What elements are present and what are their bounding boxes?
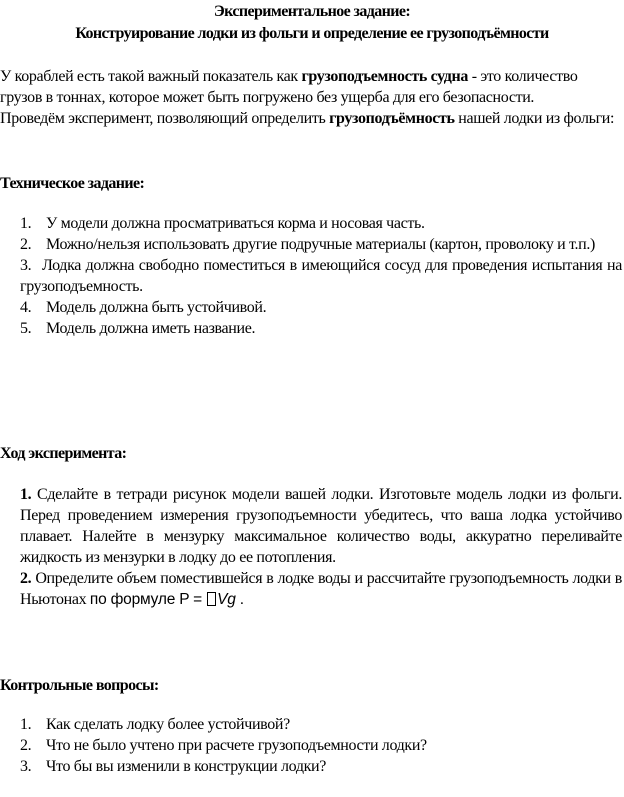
experiment-steps [20, 484, 622, 610]
density-symbol-icon [207, 592, 216, 606]
list-item [20, 756, 622, 777]
list-item-text: Что бы вы изменили в конструкции лодки? [46, 758, 326, 775]
list-item-text: Модель должна иметь название. [46, 320, 256, 337]
experiment-step-2 [20, 568, 622, 610]
list-item-number: 1. [20, 716, 32, 733]
intro-paragraph-1 [0, 66, 616, 108]
list-item [20, 318, 622, 339]
list-item-text: Модель должна быть устойчивой. [46, 299, 267, 316]
list-item-number: 3. [20, 257, 32, 274]
list-item [20, 255, 622, 297]
formula-volume: V [217, 591, 228, 608]
tech-list [20, 213, 622, 339]
formula [90, 591, 244, 608]
experiment-step-1 [20, 484, 622, 568]
list-item [20, 714, 622, 735]
title-line-2: Конструирование лодки из фольги и определение ее грузоподъёмности [75, 25, 549, 42]
formula-suffix: . [235, 591, 244, 608]
list-item [20, 234, 622, 255]
intro-p2-b: нашей лодки из фольги: [454, 110, 615, 127]
list-item-number: 2. [20, 737, 32, 754]
tech-heading: Техническое задание: [0, 175, 145, 192]
list-item [20, 213, 622, 234]
questions-list [20, 714, 622, 777]
intro-p2-bold: грузоподъёмность [329, 110, 455, 127]
intro-p1-bold: грузоподъемность судна [301, 68, 469, 85]
step-text: Сделайте в тетради рисунок модели вашей лодки. Изготовьте модель лодки из фольги. Перед проведением измерения грузоподъемности убедитесь, что ваша лодка устойчиво плавает. Налейте в мензурку максимальное количество воды, аккуратно переливайте жидкость из мензурки в лодку до ее потопления. [20, 486, 622, 566]
list-item-number: 4. [20, 299, 32, 316]
formula-gravity: g [227, 591, 236, 608]
list-item-text: Как сделать лодку более устойчивой? [46, 716, 290, 733]
intro-p2-a: Проведём эксперимент, позволяющий определить [0, 110, 330, 127]
list-item-text: У модели должна просматриваться корма и носовая часть. [46, 215, 425, 232]
list-item-number: 2. [20, 236, 32, 253]
intro-paragraph-2 [0, 108, 616, 129]
intro-text [0, 66, 616, 129]
intro-p1-a: У кораблей есть такой важный показатель как [0, 68, 302, 85]
list-item-text: Можно/нельзя использовать другие подручные материалы (картон, проволоку и т.п.) [46, 236, 595, 253]
list-item-text: Что не было учтено при расчете грузоподъемности лодки? [46, 737, 427, 754]
intro-p1-b: - это количество грузов в тоннах, которое может быть погружено без ущерба для его безопасности. [0, 68, 578, 106]
questions-heading: Контрольные вопросы: [0, 677, 159, 694]
step-text: Определите объем поместившейся в лодке воды и рассчитайте грузоподъемность лодки в Ньютонах [20, 570, 622, 608]
formula-prefix: по формуле P = [89, 591, 207, 608]
list-item [20, 735, 622, 756]
list-item [20, 297, 622, 318]
list-item-number: 1. [20, 215, 32, 232]
step-number: 2. [20, 570, 32, 587]
step-number: 1. [20, 486, 32, 503]
experiment-heading: Ход эксперимента: [0, 445, 127, 462]
title-line-1: Экспериментальное задание: [213, 3, 411, 20]
list-item-text: Лодка должна свободно поместиться в имеющийся сосуд для проведения испытания на грузоподъемность. [20, 257, 622, 295]
list-item-number: 5. [20, 320, 32, 337]
list-item-number: 3. [20, 758, 32, 775]
